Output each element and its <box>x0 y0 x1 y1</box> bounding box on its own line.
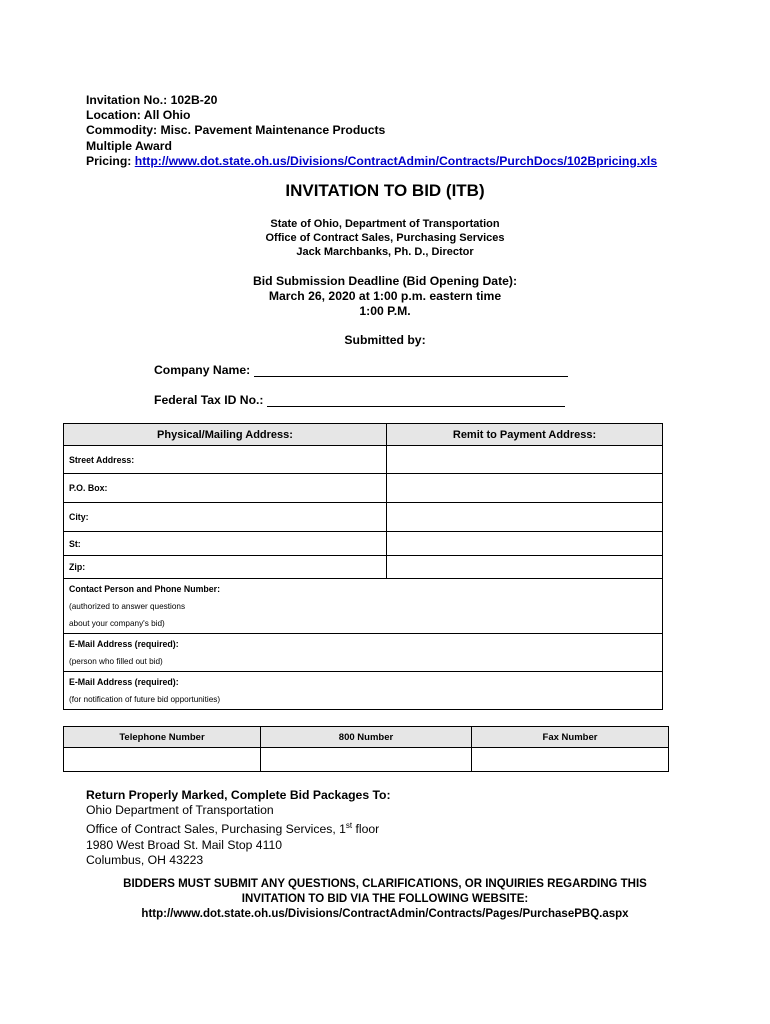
remit-pobox-cell[interactable] <box>387 474 663 503</box>
telephone-cell[interactable] <box>64 748 261 772</box>
fax-header: Fax Number <box>472 727 669 748</box>
return-line <box>86 818 391 837</box>
street-address-cell[interactable] <box>64 446 387 474</box>
pricing-label: Pricing: <box>86 153 135 168</box>
contact-person-cell[interactable] <box>64 579 663 634</box>
page-title: INVITATION TO BID (ITB) <box>285 181 485 200</box>
tax-id-field[interactable] <box>154 393 565 407</box>
pricing-line <box>86 154 657 169</box>
invitation-number: Invitation No.: 102B-20 <box>86 93 218 107</box>
deadline-line: Bid Submission Deadline (Bid Opening Date): <box>252 274 518 288</box>
return-line: 1980 West Broad St. Mail Stop 4110 <box>86 837 283 852</box>
bidder-notice <box>0 877 770 922</box>
email-notification-cell[interactable] <box>64 672 663 710</box>
email-bid-label: E-Mail Address (required): <box>69 638 179 649</box>
return-line-end: floor <box>352 822 380 837</box>
city-label: City: <box>69 512 89 522</box>
header-info <box>86 93 657 169</box>
remit-state-cell[interactable] <box>387 532 663 556</box>
submitted-by-label: Submitted by: <box>344 333 426 347</box>
agency-line: State of Ohio, Department of Transportation <box>270 218 500 230</box>
deadline-line: 1:00 P.M. <box>359 304 411 319</box>
800-number-cell[interactable] <box>261 748 472 772</box>
city-cell[interactable] <box>64 503 387 532</box>
agency-block <box>0 218 770 259</box>
return-line: Columbus, OH 43223 <box>86 852 204 867</box>
email-bid-note: (person who filled out bid) <box>69 656 163 666</box>
email-notification-label: E-Mail Address (required): <box>69 676 179 687</box>
return-line: Ohio Department of Transportation <box>86 803 274 818</box>
return-line-text: Office of Contract Sales, Purchasing Services, 1 <box>86 822 346 837</box>
notice-line: INVITATION TO BID VIA THE FOLLOWING WEBSITE: <box>241 893 529 905</box>
notice-line: BIDDERS MUST SUBMIT ANY QUESTIONS, CLARIFICATIONS, OR INQUIRIES REGARDING THIS <box>123 878 647 890</box>
award-type: Multiple Award <box>86 138 172 153</box>
deadline-block <box>0 274 770 320</box>
street-address-label: Street Address: <box>69 454 135 465</box>
tax-id-label: Federal Tax ID No.: <box>154 393 264 407</box>
remit-zip-cell[interactable] <box>387 556 663 579</box>
phone-table <box>63 726 669 772</box>
location: Location: All Ohio <box>86 108 191 123</box>
pricing-link[interactable]: http://www.dot.state.oh.us/Divisions/ContractAdmin/Contracts/PurchDocs/102Bpricing.xls <box>134 153 658 168</box>
remit-address-header: Remit to Payment Address: <box>387 424 663 446</box>
email-bid-cell[interactable] <box>64 634 663 672</box>
telephone-header: Telephone Number <box>64 727 261 748</box>
contact-note: about your company's bid) <box>69 618 165 628</box>
pobox-cell[interactable] <box>64 474 387 503</box>
email-notification-note: (for notification of future bid opportunities) <box>69 694 221 704</box>
company-name-field[interactable] <box>154 363 568 377</box>
remit-street-cell[interactable] <box>387 446 663 474</box>
physical-address-header: Physical/Mailing Address: <box>64 424 387 446</box>
remit-city-cell[interactable] <box>387 503 663 532</box>
tax-id-blank[interactable] <box>267 394 565 407</box>
deadline-line: March 26, 2020 at 1:00 p.m. eastern time <box>268 289 502 304</box>
800-number-header: 800 Number <box>261 727 472 748</box>
return-address-block <box>86 788 391 868</box>
agency-line: Jack Marchbanks, Ph. D., Director <box>296 245 474 258</box>
state-label: St: <box>69 538 81 549</box>
agency-line: Office of Contract Sales, Purchasing Services <box>265 231 505 244</box>
return-title: Return Properly Marked, Complete Bid Packages To: <box>86 788 391 802</box>
commodity: Commodity: Misc. Pavement Maintenance Products <box>86 123 386 138</box>
notice-url[interactable]: http://www.dot.state.oh.us/Divisions/ContractAdmin/Contracts/Pages/PurchasePBQ.aspx <box>141 908 629 920</box>
company-name-blank[interactable] <box>254 364 568 377</box>
company-name-label: Company Name: <box>154 363 251 377</box>
zip-cell[interactable] <box>64 556 387 579</box>
contact-note: (authorized to answer questions <box>69 601 186 611</box>
state-cell[interactable] <box>64 532 387 556</box>
fax-cell[interactable] <box>472 748 669 772</box>
contact-person-label: Contact Person and Phone Number: <box>69 583 221 594</box>
return-line-sup: st <box>345 821 353 831</box>
address-table <box>63 423 663 710</box>
zip-label: Zip: <box>69 562 86 572</box>
pobox-label: P.O. Box: <box>69 483 108 493</box>
